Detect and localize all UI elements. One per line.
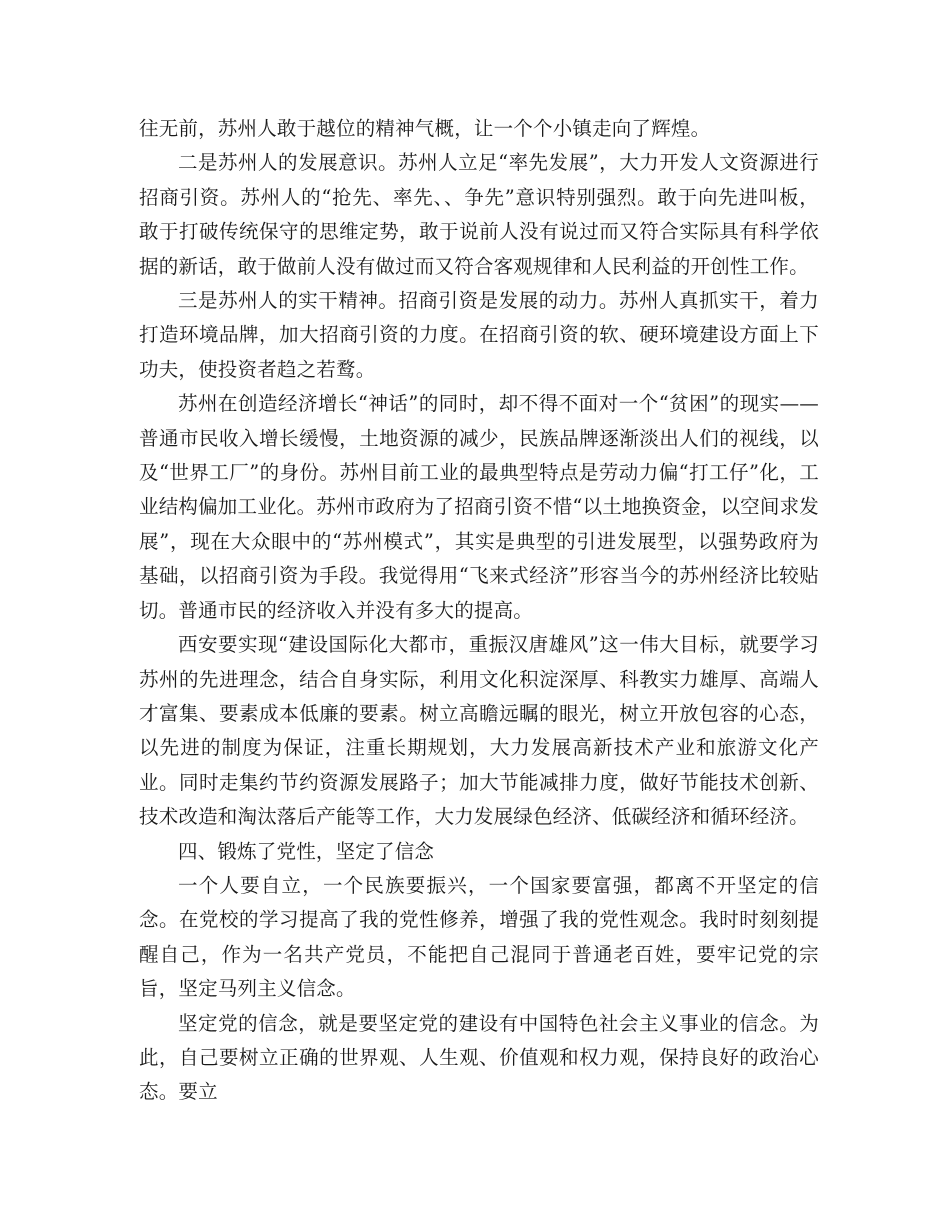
paragraph-firm-faith: 坚定党的信念，就是要坚定党的建设有中国特色社会主义事业的信念。为此，自己要树立正确的世界观、人生观、价值观和权力观，保持良好的政治心态。要立 xyxy=(139,1011,819,1104)
paragraph-development-awareness: 二是苏州人的发展意识。苏州人立足“率先发展”，大力开发人文资源进行招商引资。苏州人的“抢先、率先、、争先”意识特别强烈。敢于向先进叫板，敢于打破传统保守的思维定势，敢于说前人没有说过而又符合实际具有科学依据的新话，敢于做前人没有做过而又符合客观规律和人民利益的开创性工作。 xyxy=(139,151,819,278)
paragraph-continuation: 往无前，苏州人敢于越位的精神气概，让一个个小镇走向了辉煌。 xyxy=(139,117,711,140)
paragraph-practical-spirit: 三是苏州人的实干精神。招商引资是发展的动力。苏州人真抓实干，着力打造环境品牌，加大招商引资的力度。在招商引资的软、硬环境建设方面上下功夫，使投资者趋之若鹜。 xyxy=(139,289,819,381)
paragraph-xian-goals: 西安要实现“建设国际化大都市，重振汉唐雄风”这一伟大目标，就要学习苏州的先进理念，结合自身实际，利用文化积淀深厚、科教实力雄厚、高端人才富集、要素成本低廉的要素。树立高瞻远瞩的眼光，树立开放包容的心态，以先进的制度为保证，注重长期规划，大力发展高新技术产业和旅游文化产业。同时走集约节约资源发展路子；加大节能减排力度，做好节能技术创新、技术改造和淘汰落后产能等工作，大力发展绿色经济、低碳经济和循环经济。 xyxy=(139,633,819,829)
document-body xyxy=(139,112,819,1110)
section-heading-party-spirit: 四、锻炼了党性，坚定了信念 xyxy=(178,839,435,863)
paragraph-suzhou-reality: 苏州在创造经济增长“神话”的同时，却不得不面对一个“贫困”的现实——普通市民收入增长缓慢，土地资源的减少，民族品牌逐渐淡出人们的视线，以及“世界工厂”的身份。苏州目前工业的最典型特点是劳动力偏“打工仔”化，工业结构偏加工业化。苏州市政府为了招商引资不惜“以土地换资金，以空间求发展”，现在大众眼中的“苏州模式”，其实是典型的引进发展型，以强势政府为基础，以招商引资为手段。我觉得用“飞来式经济”形容当今的苏州经济比较贴切。普通市民的经济收入并没有多大的提高。 xyxy=(139,392,819,622)
paragraph-belief: 一个人要自立，一个民族要振兴，一个国家要富强，都离不开坚定的信念。在党校的学习提高了我的党性修养，增强了我的党性观念。我时时刻刻提醒自己，作为一名共产党员，不能把自己混同于普通老百姓，要牢记党的宗旨，坚定马列主义信念。 xyxy=(139,873,819,1001)
